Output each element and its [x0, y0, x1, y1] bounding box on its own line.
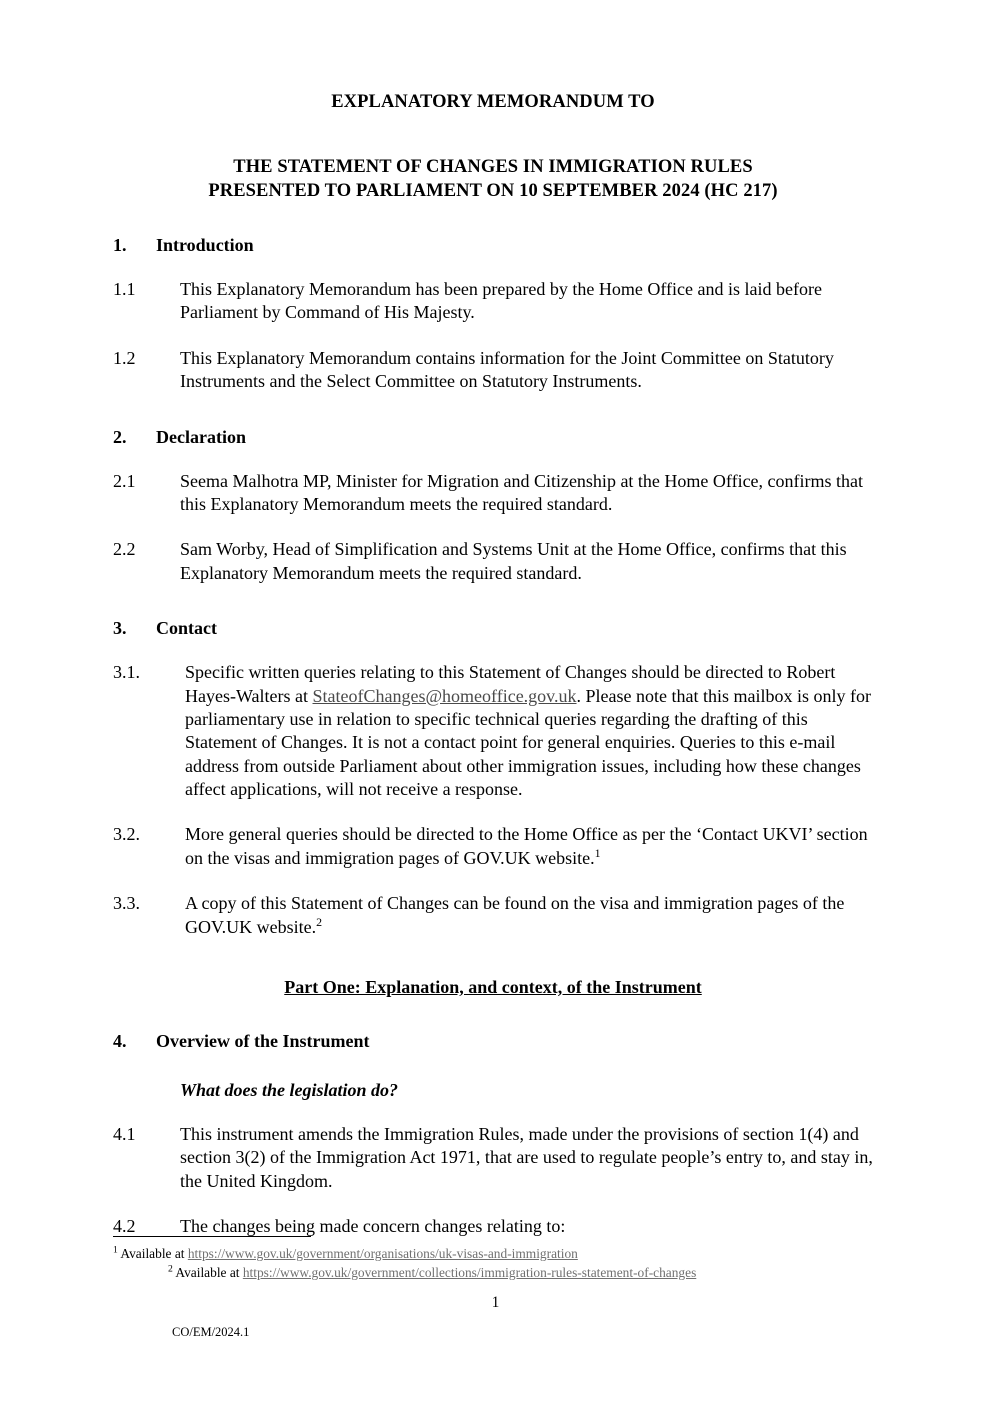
section-number: 3.: [113, 618, 127, 639]
paragraph-number: 2.1: [113, 470, 136, 491]
section-title: Declaration: [156, 426, 246, 447]
state-of-changes-email-link[interactable]: StateofChanges@homeoffice.gov.uk: [312, 685, 577, 706]
section-title: Overview of the Instrument: [156, 1031, 370, 1052]
footnote-marker: 1: [113, 1244, 118, 1256]
paragraph-text-after-email: . Please note that this mailbox is only for parliamentary use in relation to specific technical queries regarding the drafting of this Statement of Changes. It is not a contact point for general enquiries. Queries to this e-mail address from outside Parliament about other immigration issues, including how these changes affect applications, will not receive a response.: [185, 685, 871, 800]
footnote-area: [113, 1236, 873, 1282]
paragraph-4-1: [113, 1123, 873, 1193]
paragraph-3-1: [113, 661, 873, 801]
footnote-label: Available at: [175, 1265, 243, 1281]
paragraph-number: 1.1: [113, 279, 136, 299]
paragraph-text: [185, 661, 873, 801]
paragraph-text-before-email: Specific written queries relating to this Statement of Changes should be directed to Robert Hayes-Walters at: [185, 662, 836, 706]
footnote-reference-1[interactable]: 1: [594, 845, 601, 860]
paragraph-number: 4.1: [113, 1124, 136, 1145]
paragraph-2-1: [113, 470, 873, 517]
paragraph-number: 2.2: [113, 539, 136, 560]
footnote-1-url-link[interactable]: https://www.gov.uk/government/organisations/uk-visas-and-immigration: [187, 1246, 578, 1261]
paragraph-1-2: [113, 347, 873, 394]
section-number: 4.: [113, 1031, 127, 1052]
paragraph-2-2: [113, 538, 873, 585]
paragraph-number: 3.3.: [113, 893, 140, 914]
section-number: 2.: [113, 426, 127, 447]
document-title-line-1: EXPLANATORY MEMORANDUM TO: [331, 92, 655, 112]
section-heading-declaration: [113, 427, 873, 448]
paragraph-text-body: More general queries should be directed to the Home Office as per the ‘Contact UKVI’ section on the visas and immigration pages of GOV.UK website.: [185, 824, 868, 868]
page-number: 1: [491, 1294, 500, 1311]
document-title-line-3: PRESENTED TO PARLIAMENT ON 10 SEPTEMBER 2024 (HC 217): [208, 181, 778, 201]
section-heading-introduction: [113, 235, 873, 256]
footnote-2: [168, 1263, 873, 1282]
paragraph-text: The changes being made concern changes relating to:: [180, 1216, 566, 1237]
section-number: 1.: [113, 235, 127, 255]
paragraph-1-1: [113, 278, 873, 325]
paragraph-3-3: [113, 892, 873, 939]
section-title: Contact: [156, 618, 217, 639]
paragraph-text: [185, 823, 873, 870]
paragraph-text: This Explanatory Memorandum has been prepared by the Home Office and is laid before Parliament by Command of His Majesty.: [180, 279, 822, 323]
footnote-reference-2[interactable]: 2: [316, 914, 323, 929]
paragraph-3-2: [113, 823, 873, 870]
paragraph-text: Seema Malhotra MP, Minister for Migration and Citizenship at the Home Office, confirms that this Explanatory Memorandum meets the required standard.: [180, 470, 864, 514]
section-heading-overview: [113, 1031, 873, 1052]
footnote-separator-rule: [113, 1236, 311, 1237]
paragraph-text: Sam Worby, Head of Simplification and Systems Unit at the Home Office, confirms that this Explanatory Memorandum meets the required standard.: [180, 539, 847, 583]
footnote-2-url-link[interactable]: https://www.gov.uk/government/collections/immigration-rules-statement-of-changes: [242, 1265, 697, 1281]
paragraph-number: 4.2: [113, 1216, 136, 1237]
section-heading-contact: [113, 618, 873, 639]
paragraph-text: [185, 892, 873, 939]
subheading-what-does-the-legislation-do: What does the legislation do?: [180, 1080, 399, 1101]
document-title-line-2: THE STATEMENT OF CHANGES IN IMMIGRATION RULES: [233, 157, 753, 177]
footnote-label: Available at: [120, 1246, 188, 1261]
paragraph-number: 3.1.: [113, 662, 140, 683]
part-one-heading: Part One: Explanation, and context, of the Instrument: [284, 977, 702, 998]
footnote-marker: 2: [168, 1263, 173, 1275]
section-title: Introduction: [156, 235, 254, 255]
paragraph-number: 1.2: [113, 347, 136, 368]
paragraph-text-body: A copy of this Statement of Changes can be found on the visa and immigration pages of the GOV.UK website.: [185, 893, 845, 937]
paragraph-number: 3.2.: [113, 824, 140, 845]
footnote-1: [113, 1244, 873, 1263]
paragraph-text: This Explanatory Memorandum contains information for the Joint Committee on Statutory Instruments and the Select Committee on Statutory Instruments.: [180, 347, 834, 392]
footer-document-reference: CO/EM/2024.1: [172, 1325, 250, 1339]
paragraph-text: This instrument amends the Immigration Rules, made under the provisions of section 1(4) and section 3(2) of the Immigration Act 1971, that are used to regulate people’s entry to, and stay in, the United Kingdom.: [180, 1124, 873, 1191]
document-body: [113, 0, 873, 1239]
